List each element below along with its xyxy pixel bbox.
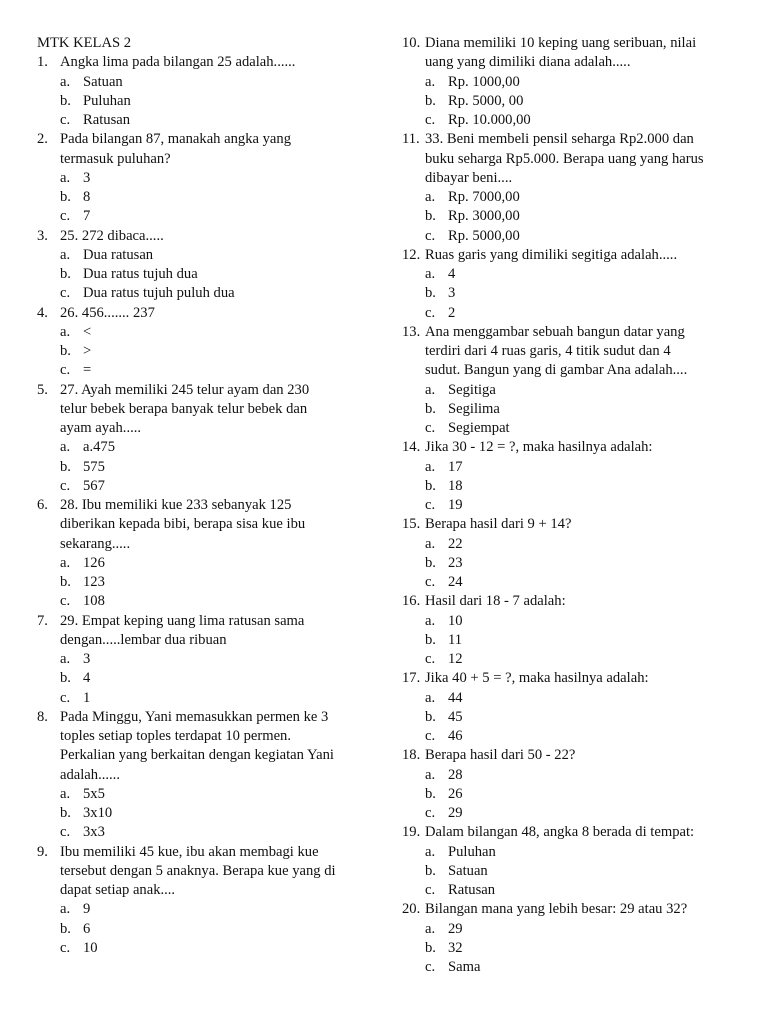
option-letter: b. (60, 266, 71, 282)
question-line (402, 515, 732, 534)
question-item (37, 496, 367, 612)
option-text: Dua ratus tujuh puluh dua (83, 285, 235, 302)
option-letter: a. (425, 920, 436, 937)
left-column (37, 34, 367, 958)
option-letter: a. (60, 901, 71, 918)
option-text: Rp. 5000, 00 (448, 92, 524, 109)
option-letter: a. (60, 785, 71, 802)
answer-option (402, 573, 732, 592)
question-text: Jika 30 - 12 = ?, maka hasilnya adalah: (425, 439, 653, 456)
question-item (402, 323, 732, 439)
question-line-continued (37, 515, 367, 534)
option-letter: a. (425, 266, 436, 282)
option-text: 24 (448, 574, 463, 590)
question-line (37, 130, 367, 149)
option-text: > (83, 343, 92, 359)
answer-option (37, 592, 367, 611)
option-letter: a. (425, 381, 436, 398)
question-text: Pada bilangan 87, manakah angka yang (60, 131, 291, 148)
question-text: Pada Minggu, Yani memasukkan permen ke 3 (60, 708, 329, 725)
question-line (37, 304, 367, 323)
option-text: 2 (448, 304, 456, 321)
question-number: 19. (402, 824, 421, 841)
question-item (402, 746, 732, 823)
question-text: Ruas garis yang dimiliki segitiga adalah..... (425, 246, 678, 263)
question-text: ayam ayah..... (60, 420, 142, 436)
answer-option (37, 188, 367, 207)
question-text: sudut. Bangun yang di gambar Ana adalah.... (425, 362, 688, 379)
question-text: 25. 272 dibaca..... (60, 227, 164, 244)
question-line-continued (402, 150, 732, 169)
answer-option (402, 689, 732, 708)
option-letter: c. (425, 651, 436, 667)
answer-option (37, 169, 367, 188)
answer-option (402, 727, 732, 746)
answer-option (37, 573, 367, 592)
option-letter: c. (60, 593, 71, 610)
option-letter: c. (425, 959, 436, 975)
option-text: 8 (83, 189, 91, 205)
option-letter: b. (425, 708, 436, 725)
question-text: Jika 40 + 5 = ?, maka hasilnya adalah: (425, 670, 649, 687)
option-letter: a. (425, 612, 436, 629)
option-text: 10 (448, 612, 463, 629)
question-text: telur bebek berapa banyak telur bebek dan (60, 400, 308, 417)
answer-option (402, 265, 732, 284)
option-text: Rp. 10.000,00 (448, 112, 531, 128)
question-line (37, 708, 367, 727)
question-item (37, 381, 367, 497)
question-line (402, 669, 732, 688)
answer-option (402, 939, 732, 958)
option-text: 22 (448, 535, 463, 552)
option-text: 3 (83, 169, 91, 186)
option-text: 3 (83, 651, 91, 667)
option-text: 126 (83, 554, 105, 571)
option-text: 9 (83, 901, 91, 918)
right-column (402, 34, 732, 977)
page-title-text: MTK KELAS 2 (37, 35, 132, 51)
question-number: 18. (402, 747, 421, 764)
option-text: Sama (448, 959, 481, 975)
answer-option (402, 496, 732, 515)
option-letter: a. (425, 843, 436, 860)
question-line-continued (37, 150, 367, 169)
option-text: 108 (83, 593, 105, 610)
question-number: 11. (402, 131, 420, 148)
option-letter: b. (425, 285, 436, 302)
option-letter: b. (60, 670, 71, 687)
question-line (37, 227, 367, 246)
question-text: 27. Ayah memiliki 245 telur ayam dan 230 (60, 381, 310, 398)
question-text: Angka lima pada bilangan 25 adalah...... (60, 54, 296, 71)
answer-option (402, 458, 732, 477)
option-letter: a. (60, 246, 71, 263)
answer-option (402, 612, 732, 631)
answer-option (37, 323, 367, 342)
option-letter: a. (60, 73, 71, 90)
question-text: Ibu memiliki 45 kue, ibu akan membagi kue (60, 843, 319, 860)
question-line-continued (37, 631, 367, 650)
option-text: Segitiga (448, 381, 496, 398)
question-text: Diana memiliki 10 keping uang seribuan, nilai (425, 35, 697, 51)
option-letter: a. (60, 439, 71, 456)
question-text: Ana menggambar sebuah bangun datar yang (425, 323, 685, 340)
answer-option (402, 862, 732, 881)
option-letter: b. (425, 939, 436, 956)
answer-option (402, 207, 732, 226)
option-letter: a. (425, 73, 436, 90)
answer-option (37, 900, 367, 919)
option-text: 18 (448, 477, 463, 494)
question-item (402, 34, 732, 130)
option-letter: a. (60, 554, 71, 571)
answer-option (37, 804, 367, 823)
question-line (402, 246, 732, 265)
question-item (37, 304, 367, 381)
answer-option (37, 284, 367, 303)
option-letter: c. (425, 882, 436, 898)
answer-option (402, 188, 732, 207)
answer-option (37, 361, 367, 380)
question-line-continued (37, 419, 367, 438)
question-item (37, 53, 367, 130)
option-text: 1 (83, 689, 91, 706)
option-letter: c. (60, 285, 71, 302)
option-text: Satuan (83, 73, 123, 90)
option-text: 26 (448, 785, 463, 802)
answer-option (402, 843, 732, 862)
question-item (37, 843, 367, 959)
question-text: uang yang dimiliki diana adalah..... (425, 54, 631, 71)
question-text: Hasil dari 18 - 7 adalah: (425, 593, 566, 610)
option-letter: b. (60, 92, 71, 109)
question-line (402, 438, 732, 457)
answer-option (402, 419, 732, 438)
option-letter: b. (425, 554, 436, 571)
question-number: 6. (37, 497, 48, 513)
option-text: 567 (83, 477, 105, 494)
option-text: a.475 (83, 439, 116, 456)
question-line (402, 746, 732, 765)
answer-option (37, 458, 367, 477)
question-line (37, 381, 367, 400)
option-text: 29 (448, 920, 463, 937)
option-letter: a. (425, 689, 436, 706)
question-number: 1. (37, 54, 48, 71)
answer-option (402, 304, 732, 323)
answer-option (402, 920, 732, 939)
answer-option (37, 438, 367, 457)
option-letter: c. (60, 362, 71, 379)
question-text: adalah...... (60, 766, 120, 783)
question-line (402, 130, 732, 149)
question-text: toples setiap toples terdapat 10 permen. (60, 728, 291, 744)
option-text: 28 (448, 766, 463, 783)
option-letter: a. (60, 651, 71, 667)
option-text: Rp. 3000,00 (448, 208, 520, 225)
option-letter: b. (425, 631, 436, 648)
option-letter: b. (60, 920, 71, 937)
answer-option (37, 92, 367, 111)
answer-option (37, 111, 367, 130)
question-line-continued (37, 862, 367, 881)
question-line-continued (37, 400, 367, 419)
question-line (37, 496, 367, 515)
option-text: 29 (448, 805, 463, 821)
answer-option (402, 284, 732, 303)
option-letter: a. (425, 189, 436, 205)
option-text: 7 (83, 208, 91, 225)
option-text: Segiempat (448, 420, 510, 436)
answer-option (37, 689, 367, 708)
question-line-continued (402, 169, 732, 188)
question-text: 26. 456....... 237 (60, 304, 155, 321)
question-number: 20. (402, 901, 421, 918)
option-text: Segilima (448, 400, 500, 417)
answer-option (37, 785, 367, 804)
option-text: Ratusan (448, 882, 496, 898)
option-letter: c. (60, 208, 71, 225)
option-letter: c. (425, 574, 436, 590)
question-line (37, 843, 367, 862)
answer-option (37, 554, 367, 573)
question-number: 14. (402, 439, 421, 456)
question-number: 13. (402, 323, 421, 340)
question-line-continued (402, 361, 732, 380)
answer-option (402, 535, 732, 554)
answer-option (402, 92, 732, 111)
answer-option (402, 785, 732, 804)
option-text: Satuan (448, 862, 488, 879)
answer-option (402, 381, 732, 400)
question-item (37, 612, 367, 708)
option-text: 46 (448, 728, 463, 744)
question-text: dengan.....lembar dua ribuan (60, 631, 227, 648)
answer-option (37, 477, 367, 496)
question-item (402, 669, 732, 746)
answer-option (37, 265, 367, 284)
answer-option (37, 342, 367, 361)
option-text: Rp. 7000,00 (448, 189, 520, 205)
answer-option (37, 207, 367, 226)
option-text: 19 (448, 497, 463, 513)
option-text: = (83, 362, 92, 379)
question-line-continued (37, 727, 367, 746)
question-text: Bilangan mana yang lebih besar: 29 atau 32? (425, 901, 688, 918)
question-number: 17. (402, 670, 421, 687)
answer-option (37, 669, 367, 688)
question-line-continued (37, 746, 367, 765)
question-text: dapat setiap anak.... (60, 882, 176, 898)
answer-option (402, 400, 732, 419)
question-item (402, 823, 732, 900)
option-text: 5x5 (83, 785, 105, 802)
option-letter: b. (425, 477, 436, 494)
question-text: 28. Ibu memiliki kue 233 sebanyak 125 (60, 497, 292, 513)
question-text: Berapa hasil dari 50 - 22? (425, 747, 576, 764)
answer-option (402, 111, 732, 130)
question-text: Dalam bilangan 48, angka 8 berada di tempat: (425, 824, 695, 841)
option-letter: b. (425, 400, 436, 417)
answer-option (402, 881, 732, 900)
question-line (402, 323, 732, 342)
option-letter: c. (425, 728, 436, 744)
question-text: terdiri dari 4 ruas garis, 4 titik sudut dan 4 (425, 343, 671, 359)
answer-option (402, 631, 732, 650)
question-line (37, 612, 367, 631)
question-number: 8. (37, 708, 48, 725)
option-letter: b. (60, 458, 71, 475)
question-item (402, 515, 732, 592)
option-text: Dua ratus tujuh dua (83, 266, 198, 282)
option-text: Rp. 1000,00 (448, 73, 520, 90)
question-text: buku seharga Rp5.000. Berapa uang yang harus (425, 150, 704, 167)
question-item (37, 227, 367, 304)
option-text: 32 (448, 939, 463, 956)
answer-option (37, 823, 367, 842)
question-text: diberikan kepada bibi, berapa sisa kue ibu (60, 516, 306, 533)
option-text: Puluhan (83, 92, 131, 109)
option-letter: c. (60, 477, 71, 494)
answer-option (402, 708, 732, 727)
option-text: 44 (448, 689, 463, 706)
question-line-continued (37, 766, 367, 785)
option-text: 123 (83, 574, 105, 590)
option-text: 6 (83, 920, 91, 937)
option-letter: b. (60, 189, 71, 205)
option-text: 3 (448, 285, 456, 302)
question-number: 9. (37, 843, 48, 860)
question-number: 7. (37, 612, 48, 629)
question-text: termasuk puluhan? (60, 150, 171, 167)
option-letter: c. (425, 304, 436, 321)
answer-option (402, 227, 732, 246)
answer-option (402, 73, 732, 92)
option-text: 3x10 (83, 805, 113, 821)
question-item (402, 438, 732, 515)
question-item (37, 130, 367, 226)
option-letter: b. (60, 805, 71, 821)
question-number: 3. (37, 227, 48, 244)
option-text: 45 (448, 708, 463, 725)
question-line (402, 823, 732, 842)
option-text: 12 (448, 651, 463, 667)
option-text: Rp. 5000,00 (448, 227, 520, 244)
option-text: 17 (448, 458, 463, 475)
option-letter: c. (60, 824, 71, 841)
option-letter: b. (60, 343, 71, 359)
answer-option (402, 477, 732, 496)
question-line (402, 34, 732, 53)
answer-option (402, 804, 732, 823)
question-text: Berapa hasil dari 9 + 14? (425, 516, 572, 533)
answer-option (37, 920, 367, 939)
question-number: 2. (37, 131, 48, 148)
question-text: dibayar beni.... (425, 169, 513, 186)
question-text: 29. Empat keping uang lima ratusan sama (60, 612, 305, 629)
option-letter: b. (425, 785, 436, 802)
option-text: Dua ratusan (83, 246, 154, 263)
answer-option (37, 73, 367, 92)
option-letter: b. (425, 862, 436, 879)
question-item (37, 708, 367, 843)
option-text: 10 (83, 939, 98, 956)
answer-option (402, 958, 732, 977)
option-letter: c. (425, 420, 436, 436)
question-line (402, 900, 732, 919)
question-text: sekarang..... (60, 535, 131, 552)
option-text: Puluhan (448, 843, 496, 860)
option-text: Ratusan (83, 112, 131, 128)
question-number: 10. (402, 35, 421, 51)
question-line-continued (37, 881, 367, 900)
option-text: 575 (83, 458, 105, 475)
question-line-continued (402, 342, 732, 361)
answer-option (402, 766, 732, 785)
question-number: 5. (37, 381, 48, 398)
option-letter: c. (425, 112, 436, 128)
option-letter: a. (425, 458, 436, 475)
question-item (402, 592, 732, 669)
option-letter: b. (60, 574, 71, 590)
option-text: 3x3 (83, 824, 105, 841)
question-line (402, 592, 732, 611)
question-item (402, 246, 732, 323)
question-number: 12. (402, 246, 421, 263)
answer-option (402, 650, 732, 669)
option-letter: c. (60, 939, 71, 956)
option-letter: a. (60, 323, 71, 340)
option-letter: c. (60, 112, 71, 128)
option-text: 23 (448, 554, 463, 571)
page-title (37, 34, 367, 53)
option-letter: b. (425, 208, 436, 225)
question-text: 33. Beni membeli pensil seharga Rp2.000 dan (425, 131, 694, 148)
option-letter: a. (425, 535, 436, 552)
answer-option (37, 246, 367, 265)
option-text: 11 (448, 631, 463, 648)
question-item (402, 130, 732, 246)
question-text: tersebut dengan 5 anaknya. Berapa kue yang di (60, 862, 336, 879)
option-letter: b. (425, 92, 436, 109)
question-text: Perkalian yang berkaitan dengan kegiatan Yani (60, 747, 334, 764)
option-letter: a. (60, 169, 71, 186)
option-letter: c. (425, 227, 436, 244)
question-line (37, 53, 367, 72)
question-line-continued (37, 535, 367, 554)
answer-option (37, 650, 367, 669)
answer-option (402, 554, 732, 573)
question-number: 16. (402, 593, 421, 610)
option-text: 4 (448, 266, 456, 282)
option-letter: c. (425, 497, 436, 513)
option-letter: a. (425, 766, 436, 783)
question-item (402, 900, 732, 977)
option-letter: c. (425, 805, 436, 821)
question-line-continued (402, 53, 732, 72)
question-number: 15. (402, 516, 421, 533)
option-text: 4 (83, 670, 91, 687)
question-number: 4. (37, 304, 48, 321)
answer-option (37, 939, 367, 958)
option-letter: c. (60, 689, 71, 706)
option-text: < (83, 323, 92, 340)
